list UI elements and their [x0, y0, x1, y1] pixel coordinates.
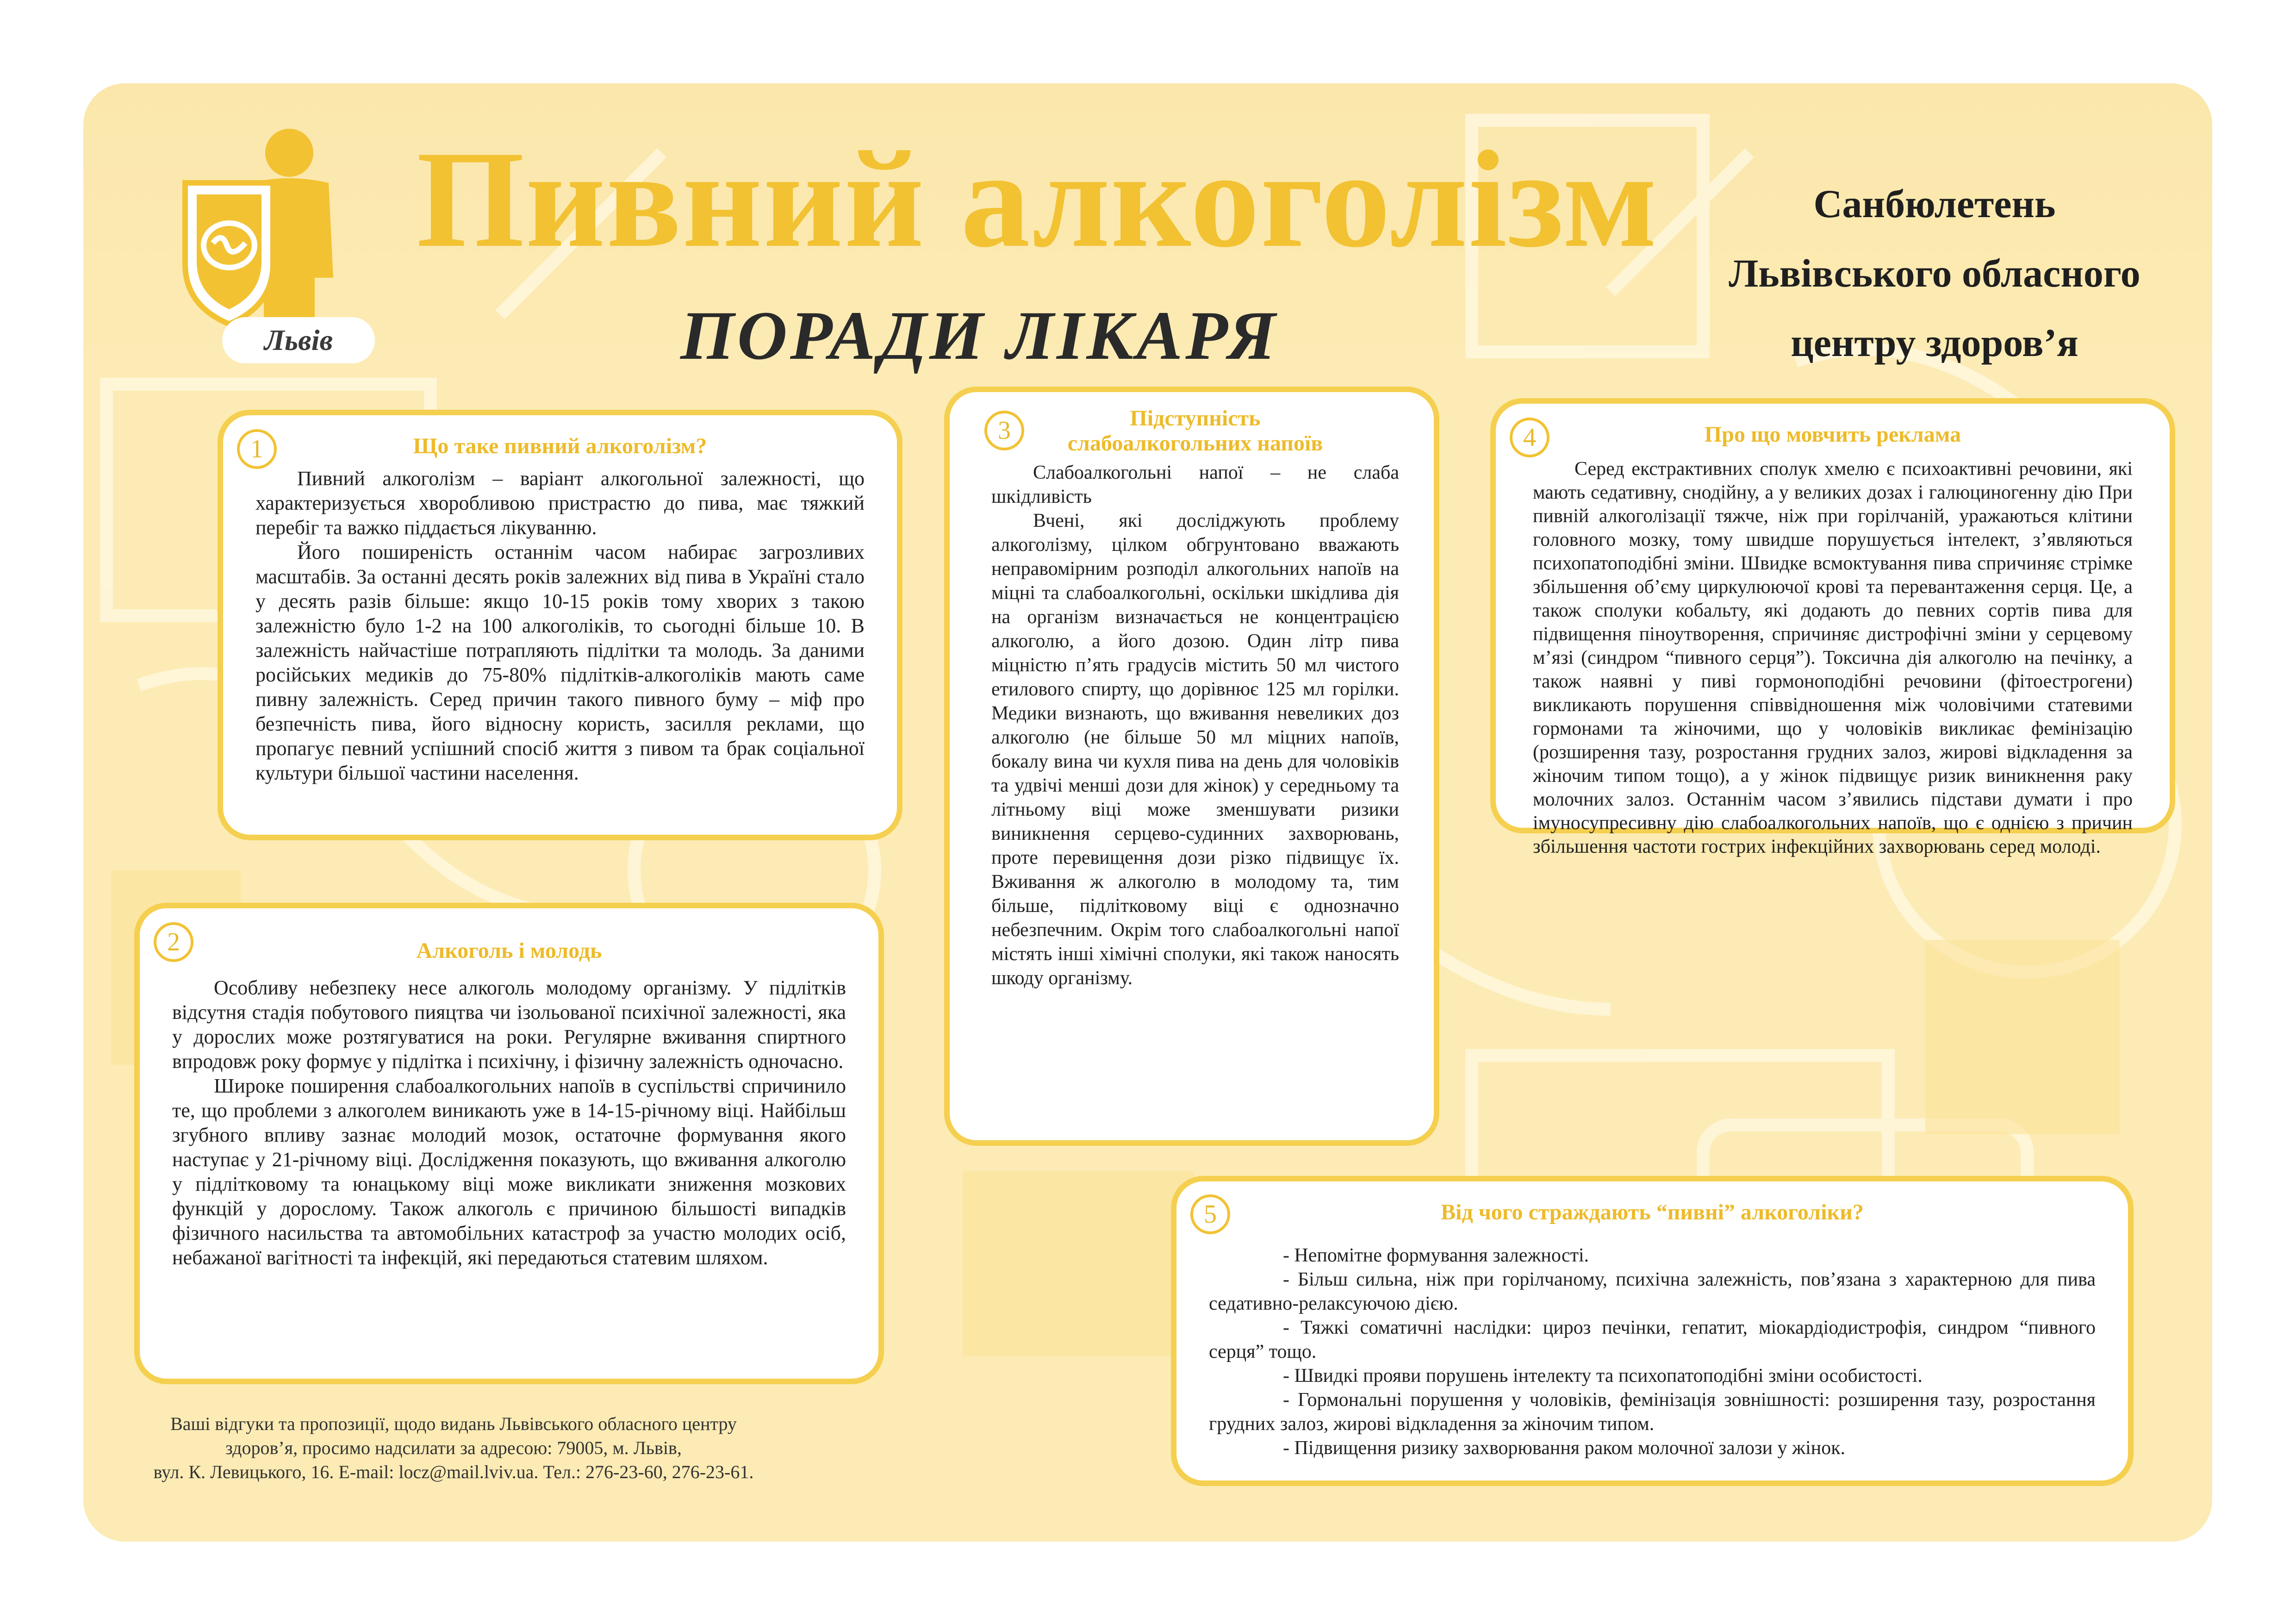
section-title-line: Підступність [1130, 406, 1261, 431]
section-card-2 [134, 903, 884, 1384]
paragraph: Вчені, які досліджують проблему алкоголізму, цілком обгрунтовано вважають неправомірним розподіл алкогольних напоїв на міцні та слабоалкогольні, оскільки шкідлива дія на організм визначається не концентрацією алкоголю, а його дозою. Один літр пива міцністю п’ять градусів містить 50 мл чистого етилового спирту, що дорівнює 125 мл горілки. Медики визнають, що вживання невеликих доз алкоголю (не більше 50 мл міцних напоїв, бокалу вина чи кухля пива на день для чоловіків та удвічі менші дози для жінок) у середньому та літньому віці може зменшувати ризики виникнення серцево-судинних захворювань, проте перевищення дози різко підвищує їх. Вживання ж алкоголю в молодому та, тим більше, підлітковому віці є однозначно небезпечним. Окрім того слабоалкогольні напої містять інші хімічні сполуки, які також наносять шкоду організму. [991, 510, 1399, 989]
publisher-line: Львівського обласного [1729, 251, 2140, 295]
section-title [991, 406, 1399, 456]
section-body [1533, 457, 2133, 859]
publisher-line: центру здоров’я [1791, 320, 2078, 365]
list-item: - Непомітне формування залежності. [1283, 1245, 1589, 1266]
logo-city-label: Львів [222, 317, 375, 363]
publisher-block [1680, 169, 2189, 377]
contact-line: Ваші відгуки та пропозиції, щодо видань Львівського обласного центру [170, 1413, 737, 1434]
section-number: 1 [237, 429, 277, 469]
section-body [991, 461, 1399, 990]
section-card-1 [218, 410, 902, 840]
section-card-4 [1490, 398, 2175, 857]
list-item: - Гормональні порушення у чоловіків, фемінізація зовнішності: розширення тазу, розростання грудних залоз, жирові відкладення за жіночим типом. [1209, 1389, 2096, 1435]
paragraph: Широке поширення слабоалкогольних напоїв в суспільстві спричинило те, що проблеми з алкоголем виникають уже в 14-15-річному віці. Найбільш згубного впливу зазнає молодий мозок, остаточне формування якого наступає у 21-річному віці. Дослідження показують, що вживання алкоголю у підлітковому та юнацькому віці може викликати зниження мозкових функцій у дорослому. Також алкоголь є причиною більшості випадків фізичного насильства та автомобільних катастроф за участю молодих осіб, небажаної вагітності та інфекцій, які передаються статевим шляхом. [172, 1074, 846, 1269]
list-item: - Більш сильна, ніж при горілчаному, психічна залежність, пов’язана з характерною для пива седативно-релаксуючою дією. [1209, 1269, 2096, 1314]
section-title: Про що мовчить реклама [1704, 422, 1961, 447]
contact-info [106, 1412, 801, 1484]
section-list [1209, 1243, 2096, 1460]
section-title-line: слабоалкогольних напоїв [1067, 431, 1323, 456]
section-body [172, 975, 846, 1270]
list-item: - Підвищення ризику захворювання раком молочної залози у жінок. [1283, 1437, 1846, 1459]
section-card-3 [944, 387, 1439, 1146]
section-title: Алкоголь і молодь [416, 938, 602, 963]
section-card-5 [1171, 1176, 2134, 1486]
publisher-line: Санбюлетень [1813, 181, 2056, 226]
paragraph: Слабоалкогольні напої – не слаба шкідливість [991, 462, 1399, 507]
contact-line: вул. К. Левицького, 16. E-mail: locz@mail.lviv.ua. Тел.: 276-23-60, 276-23-61. [153, 1462, 754, 1482]
section-number: 2 [154, 922, 193, 962]
paragraph: Пивний алкоголізм – варіант алкогольної залежності, що характеризується хворобливою пристрастю до пива, має тяжкий перебіг та важко піддається лікуванню. [255, 467, 865, 539]
poster-background [83, 83, 2212, 1542]
paragraph: Особливу небезпеку несе алкоголь молодому організму. У підлітків відсутня стадія побутового пияцтва чи ізольованої психічної залежності, яка у дорослих може розтягуватися на роки. Регулярне вживання спиртного впродовж року формує у підлітка і психічну, і фізичну залежність одночасно. [172, 976, 846, 1073]
poster-subtitle: ПОРАДИ ЛІКАРЯ [680, 297, 1279, 374]
list-item: - Тяжкі соматичні наслідки: цироз печінки, гепатит, міокардіодистрофія, синдром “пивного серця” тощо. [1209, 1317, 2096, 1362]
list-item: - Швидкі прояви порушень інтелекту та психопатоподібні зміни особистості. [1283, 1365, 1923, 1387]
poster-title: Пивний алкоголізм [417, 122, 1658, 276]
paragraph: Його поширеність останнім часом набирає загрозливих масштабів. За останні десять років залежних від пива в Україні стало у десять разів більше: якщо 10-15 років тому хворих з такою залежністю було 1-2 на 100 алкоголіків, то сьогодні більше 10. В залежність найчастіше потрапляють підлітки та молодь. За даними російських медиків до 75-80% підлітків-алкоголіків мають саме пивну залежність. Серед причин такого пивного буму – міф про безпечність пива, його відносну користь, засилля реклами, що пропагує певний успішний спосіб життя з пивом та брак соціальної культури більшої частини населення. [255, 541, 865, 784]
section-number: 3 [984, 411, 1024, 450]
section-title: Від чого страждають “пивні” алкоголіки? [1441, 1200, 1864, 1224]
section-number: 5 [1190, 1194, 1230, 1234]
paragraph: Серед екстрактивних сполук хмелю є психоактивні речовини, які мають седативну, снодійну, а у великих дозах і галюциногенну дію При пивній алкоголізації тяжче, ніж при горілчаній, уражаються клітини головного мозку, тому швидше порушується інтелект, з’являються психопатоподібні зміни. Швидке всмоктування пива спричиняє стрімке збільшення об’єму циркулюючої крові та перевантаження серця. Це, а також сполуки кобальту, які додають до певних сортів пива для підвищення піноутворення, спричиняє дистрофічні зміни у серцевому м’язі (синдром “пивного серця”). Токсична дія алкоголю на печінку, а також наявні у пиві гормоноподібні речовини (фітоестрогени) викликають порушення співвідношення між чоловічими статевими гормонами та жіночими, що у чоловіків викликає фемінізацію (розширення тазу, розростання грудних залоз, жирові відкладення за жіночим типом тощо), а у жінок підвищує ризик виникнення раку молочних залоз. Останнім часом з’явились підстави думати і про імуносупресивну дію слабоалкогольних напоїв, що є однією з причин збільшення частоти гострих інфекційних захворювань серед молоді. [1533, 458, 2133, 857]
section-number: 4 [1510, 418, 1549, 457]
section-body [255, 466, 865, 785]
contact-line: здоров’я, просимо надсилати за адресою: 79005, м. Львів, [225, 1437, 682, 1458]
section-title: Що таке пивний алкоголізм? [413, 434, 707, 458]
